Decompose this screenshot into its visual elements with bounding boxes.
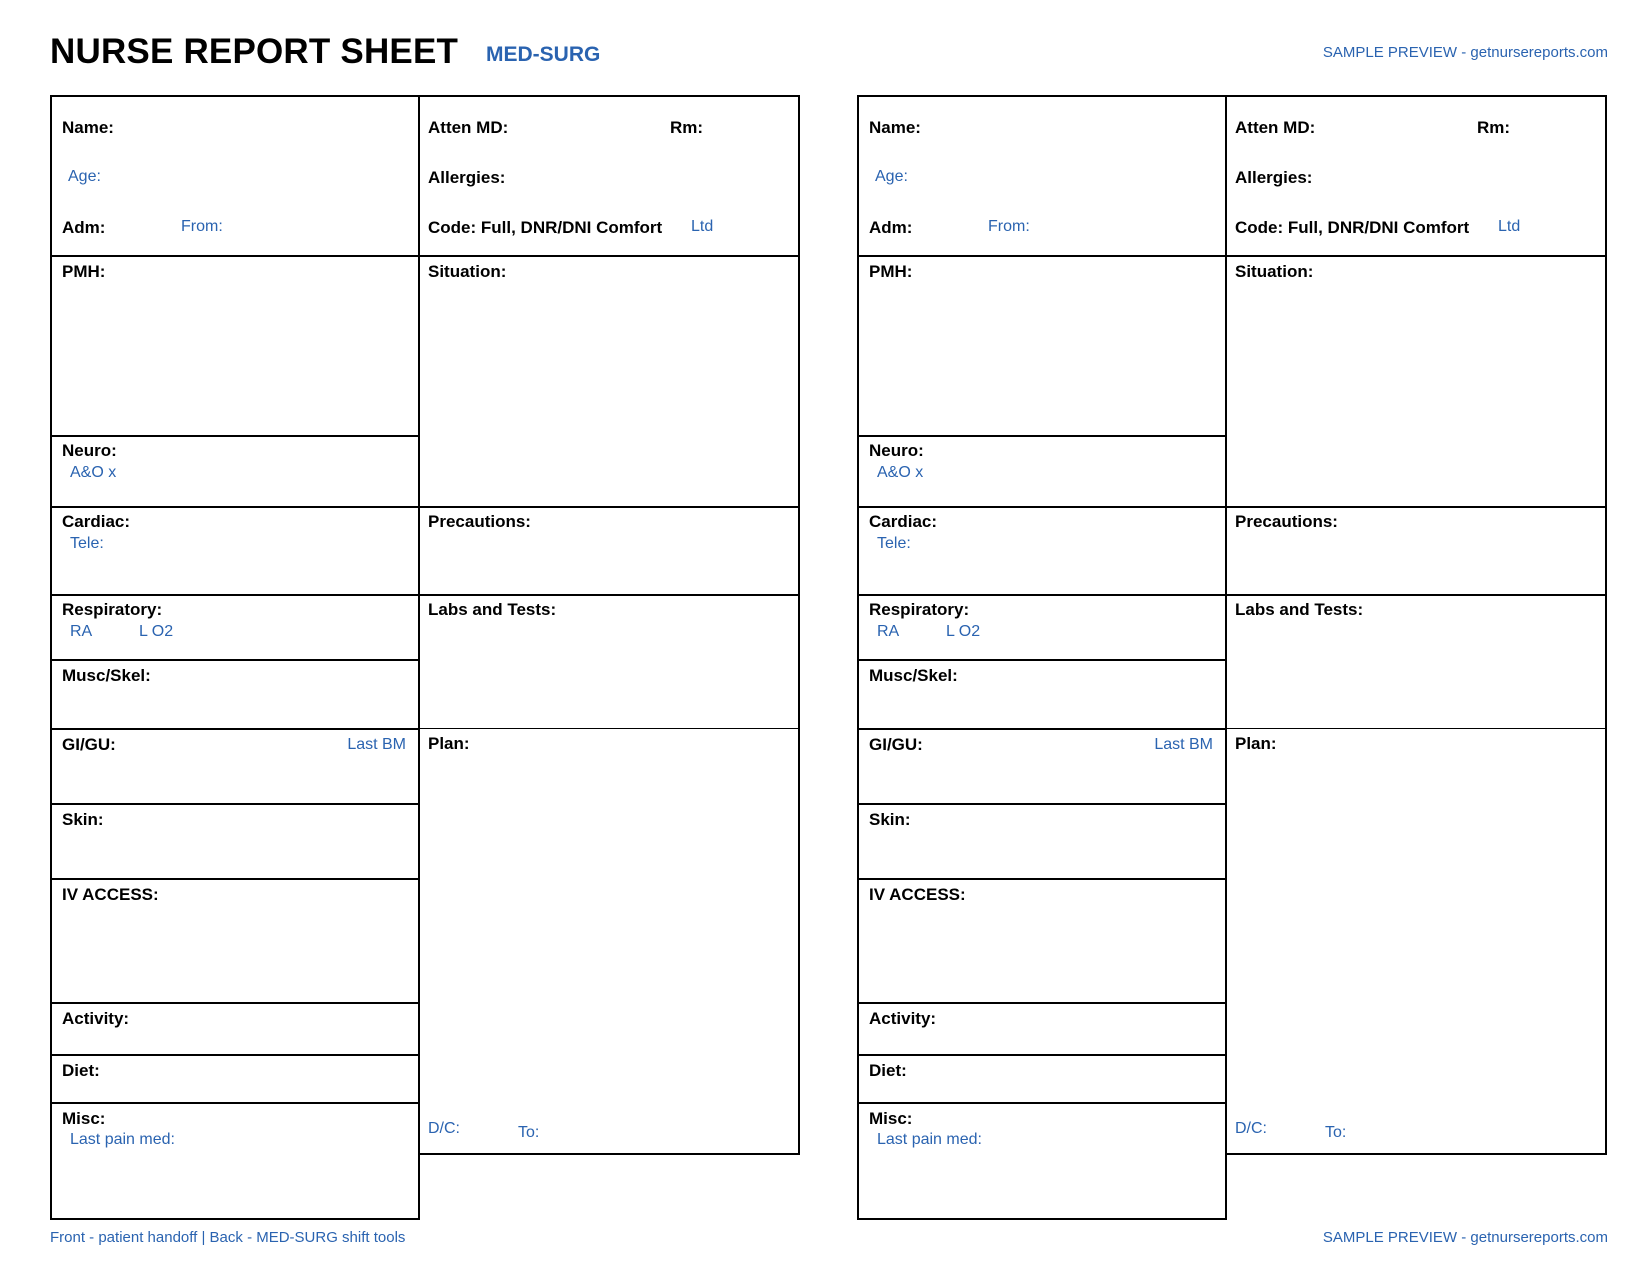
report-sheet-right <box>857 95 1607 1220</box>
last-pain-med-label: Last pain med: <box>70 1131 175 1148</box>
activity-label: Activity: <box>869 1009 937 1028</box>
cardiac-label: Cardiac: <box>62 512 131 531</box>
gi-gu-cell[interactable] <box>859 728 1225 803</box>
respiratory-cell[interactable] <box>52 594 418 659</box>
respiratory-label: Respiratory: <box>62 600 163 619</box>
cardiac-cell[interactable] <box>859 506 1225 594</box>
plan-label: Plan: <box>428 734 470 753</box>
labs-tests-cell[interactable] <box>1227 594 1605 728</box>
last-bm-label: Last BM <box>1154 736 1213 753</box>
situation-cell[interactable] <box>420 255 798 506</box>
name-label: Name: <box>62 118 114 137</box>
to-label: To: <box>518 1124 540 1141</box>
iv-access-cell[interactable] <box>52 878 418 1002</box>
musc-skel-label: Musc/Skel: <box>62 666 151 685</box>
precautions-label: Precautions: <box>1235 512 1338 531</box>
misc-label: Misc: <box>869 1109 913 1128</box>
pmh-cell[interactable] <box>859 255 1225 435</box>
cardiac-label: Cardiac: <box>869 512 938 531</box>
from-label: From: <box>988 218 1030 235</box>
neuro-label: Neuro: <box>62 441 117 460</box>
labs-tests-label: Labs and Tests: <box>1235 600 1364 619</box>
misc-cell[interactable] <box>859 1102 1225 1220</box>
precautions-label: Precautions: <box>428 512 531 531</box>
age-label: Age: <box>68 168 101 185</box>
musc-skel-cell[interactable] <box>859 659 1225 728</box>
neuro-sub-label: A&O x <box>70 464 117 481</box>
code-ltd-label: Ltd <box>691 218 714 235</box>
last-pain-med-label: Last pain med: <box>877 1131 982 1148</box>
allergies-label: Allergies: <box>428 168 506 187</box>
adm-label: Adm: <box>62 218 106 237</box>
iv-access-label: IV ACCESS: <box>62 885 159 904</box>
tele-label: Tele: <box>877 535 911 552</box>
code-ltd-label: Ltd <box>1498 218 1521 235</box>
atten-md-label: Atten MD: <box>1235 118 1316 137</box>
left-column <box>857 95 1227 1220</box>
patient-info-cell[interactable] <box>859 97 1225 255</box>
iv-access-cell[interactable] <box>859 878 1225 1002</box>
pmh-cell[interactable] <box>52 255 418 435</box>
diet-label: Diet: <box>62 1061 100 1080</box>
left-column <box>50 95 420 1220</box>
plan-cell[interactable] <box>1227 728 1605 1155</box>
code-status-label: Code: Full, DNR/DNI Comfort <box>1235 218 1470 237</box>
adm-label: Adm: <box>869 218 913 237</box>
room-label: Rm: <box>670 118 704 137</box>
pmh-label: PMH: <box>62 262 106 281</box>
page-subtitle: MED-SURG <box>486 43 601 66</box>
skin-label: Skin: <box>62 810 104 829</box>
age-label: Age: <box>875 168 908 185</box>
situation-label: Situation: <box>1235 262 1314 281</box>
right-column <box>418 95 800 1155</box>
atten-md-label: Atten MD: <box>428 118 509 137</box>
gi-gu-label: GI/GU: <box>869 735 923 754</box>
pmh-label: PMH: <box>869 262 913 281</box>
from-label: From: <box>181 218 223 235</box>
l-o2-label: L O2 <box>139 623 174 640</box>
md-info-cell[interactable] <box>420 97 798 255</box>
neuro-label: Neuro: <box>869 441 924 460</box>
skin-cell[interactable] <box>52 803 418 878</box>
room-label: Rm: <box>1477 118 1511 137</box>
patient-info-cell[interactable] <box>52 97 418 255</box>
situation-cell[interactable] <box>1227 255 1605 506</box>
dc-label: D/C: <box>428 1120 460 1137</box>
plan-label: Plan: <box>1235 734 1277 753</box>
ra-label: RA <box>70 623 93 640</box>
misc-cell[interactable] <box>52 1102 418 1220</box>
misc-label: Misc: <box>62 1109 106 1128</box>
activity-cell[interactable] <box>52 1002 418 1054</box>
diet-cell[interactable] <box>859 1054 1225 1102</box>
neuro-sub-label: A&O x <box>877 464 924 481</box>
musc-skel-label: Musc/Skel: <box>869 666 958 685</box>
precautions-cell[interactable] <box>420 506 798 594</box>
right-column <box>1225 95 1607 1155</box>
situation-label: Situation: <box>428 262 507 281</box>
gi-gu-label: GI/GU: <box>62 735 116 754</box>
iv-access-label: IV ACCESS: <box>869 885 966 904</box>
md-info-cell[interactable] <box>1227 97 1605 255</box>
preview-note: SAMPLE PREVIEW - getnursereports.com <box>1322 44 1608 61</box>
dc-label: D/C: <box>1235 1120 1267 1137</box>
l-o2-label: L O2 <box>946 623 981 640</box>
neuro-cell[interactable] <box>859 435 1225 506</box>
tele-label: Tele: <box>70 535 104 552</box>
activity-label: Activity: <box>62 1009 130 1028</box>
neuro-cell[interactable] <box>52 435 418 506</box>
skin-label: Skin: <box>869 810 911 829</box>
precautions-cell[interactable] <box>1227 506 1605 594</box>
report-sheet-left <box>50 95 800 1220</box>
ra-label: RA <box>877 623 900 640</box>
footer-note-left: Front - patient handoff | Back - MED-SURG shift tools <box>50 1229 406 1246</box>
musc-skel-cell[interactable] <box>52 659 418 728</box>
to-label: To: <box>1325 1124 1347 1141</box>
plan-cell[interactable] <box>420 728 798 1155</box>
footer-note-right: SAMPLE PREVIEW - getnursereports.com <box>1322 1229 1608 1246</box>
labs-tests-cell[interactable] <box>420 594 798 728</box>
code-status-label: Code: Full, DNR/DNI Comfort <box>428 218 663 237</box>
activity-cell[interactable] <box>859 1002 1225 1054</box>
skin-cell[interactable] <box>859 803 1225 878</box>
diet-cell[interactable] <box>52 1054 418 1102</box>
last-bm-label: Last BM <box>347 736 406 753</box>
page-title: NURSE REPORT SHEET <box>50 32 459 71</box>
labs-tests-label: Labs and Tests: <box>428 600 557 619</box>
diet-label: Diet: <box>869 1061 907 1080</box>
respiratory-cell[interactable] <box>859 594 1225 659</box>
gi-gu-cell[interactable] <box>52 728 418 803</box>
respiratory-label: Respiratory: <box>869 600 970 619</box>
cardiac-cell[interactable] <box>52 506 418 594</box>
name-label: Name: <box>869 118 921 137</box>
allergies-label: Allergies: <box>1235 168 1313 187</box>
